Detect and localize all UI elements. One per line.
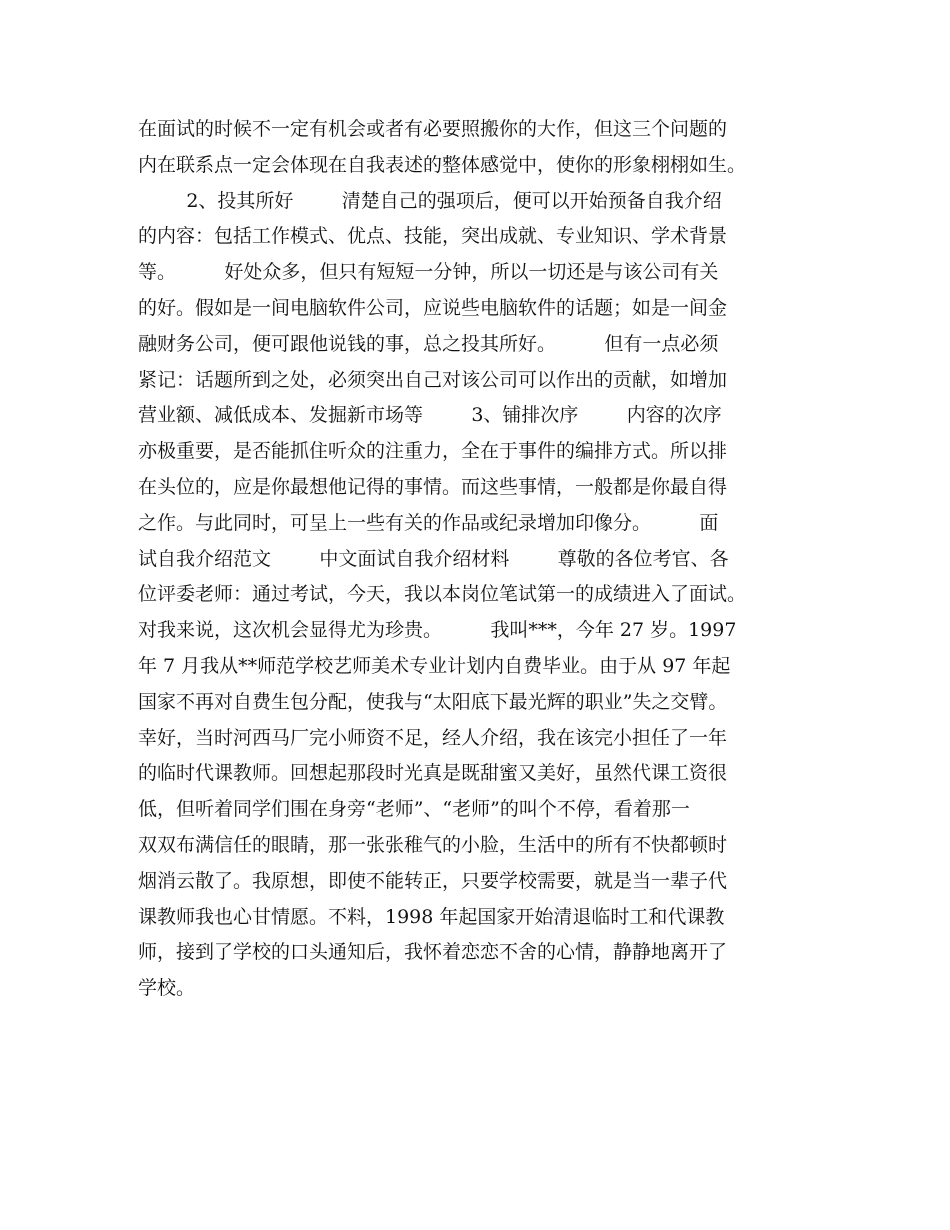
text-line: 学校。 xyxy=(138,977,196,1000)
text-line: 对我来说，这次机会显得尤为珍贵。 我叫***，今年 27 岁。1997 xyxy=(138,619,737,642)
text-line: 幸好，当时河西马厂完小师资不足，经人介绍，我在该完小担任了一年 xyxy=(138,726,728,749)
text-line: 之作。与此同时，可呈上一些有关的作品或纪录增加印像分。 面 xyxy=(138,511,719,534)
text-line: 的临时代课教师。回想起那段时光真是既甜蜜又美好，虽然代课工资很 xyxy=(138,762,728,785)
text-line: 低，但听着同学们围在身旁“老师”、“老师”的叫个不停，看着那一 xyxy=(138,798,690,821)
text-line: 双双布满信任的眼睛，那一张张稚气的小脸，生活中的所有不快都顿时 xyxy=(138,833,728,856)
text-line: 融财务公司，便可跟他说钱的事，总之投其所好。 但有一点必须 xyxy=(138,332,719,355)
text-line: 内在联系点一定会体现在自我表述的整体感觉中，使你的形象栩栩如生。 xyxy=(138,153,747,176)
document-body xyxy=(138,112,828,1007)
text-line: 营业额、减低成本、发掘新市场等 3、铺排次序 内容的次序 xyxy=(138,404,722,427)
text-line: 亦极重要，是否能抓住听众的注重力，全在于事件的编排方式。所以排 xyxy=(138,440,728,463)
text-line: 的好。假如是一间电脑软件公司，应说些电脑软件的话题；如是一间金 xyxy=(138,296,728,319)
text-line: 试自我介绍范文 中文面试自我介绍材料 尊敬的各位考官、各 xyxy=(138,547,729,570)
text-line: 等。 好处众多，但只有短短一分钟，所以一切还是与该公司有关 xyxy=(138,261,719,284)
text-line: 烟消云散了。我原想，即使不能转正，只要学校需要，就是当一辈子代 xyxy=(138,869,728,892)
text-line: 年 7 月我从**师范学校艺师美术专业计划内自费毕业。由于从 97 年起 xyxy=(138,654,731,677)
text-line: 师，接到了学校的口头通知后，我怀着恋恋不舍的心情，静静地离开了 xyxy=(138,941,728,964)
text-line: 在面试的时候不一定有机会或者有必要照搬你的大作，但这三个问题的 xyxy=(138,118,728,140)
text-line: 课教师我也心甘情愿。不料，1998 年起国家开始清退临时工和代课教 xyxy=(138,905,725,928)
text-line: 紧记：话题所到之处，必须突出自己对该公司可以作出的贡献，如增加 xyxy=(138,368,728,391)
text-line: 在头位的，应是你最想他记得的事情。而这些事情，一般都是你最自得 xyxy=(138,475,728,498)
text-line: 位评委老师：通过考试，今天，我以本岗位笔试第一的成绩进入了面试。 xyxy=(138,583,747,606)
text-line: 国家不再对自费生包分配，使我与“太阳底下最光辉的职业”失之交臂。 xyxy=(138,690,728,713)
text-line: 的内容：包括工作模式、优点、技能，突出成就、专业知识、学术背景 xyxy=(138,225,728,248)
text-line: 2、投其所好 清楚自己的强项后，便可以开始预备自我介绍 xyxy=(138,189,722,212)
